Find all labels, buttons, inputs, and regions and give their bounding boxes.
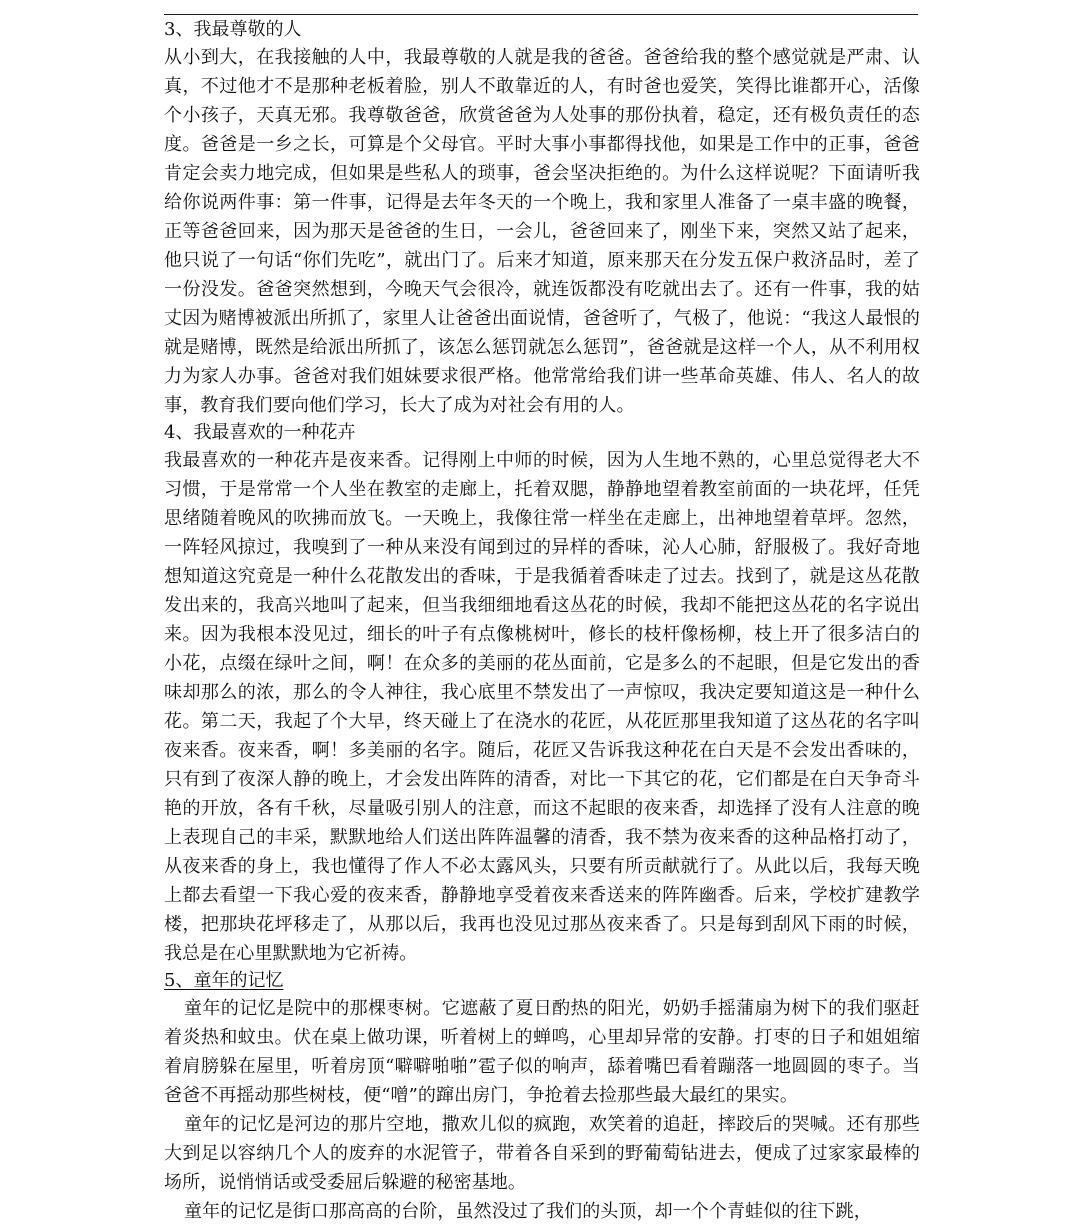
section-heading: 4、我最喜欢的一种花卉 xyxy=(164,422,356,443)
section-most-respected-person xyxy=(164,17,920,420)
section-childhood-memories xyxy=(164,968,920,1226)
section-paragraph: 从小到大，在我接触的人中，我最尊敬的人就是我的爸爸。爸爸给我的整个感觉就是严肃、认真，不过他才不是那种老板着脸，别人不敢靠近的人，有时爸也爱笑，笑得比谁都开心，活像个小孩子，天真无邪。我尊敬爸爸，欣赏爸爸为人处事的那份执着，稳定，还有极负责任的态度。爸爸是一乡之长，可算是个父母官。平时大事小事都得找他，如果是工作中的正事，爸爸肯定会卖力地完成，但如果是些私人的琐事，爸会坚决拒绝的。为什么这样说呢？下面请听我给你说两件事：第一件事，记得是去年冬天的一个晚上，我和家里人准备了一桌丰盛的晚餐，正等爸爸回来，因为那天是爸爸的生日，一会儿，爸爸回来了，刚坐下来，突然又站了起来，他只说了一句话“你们先吃”，就出门了。后来才知道，原来那天在分发五保户救济品时，差了一份没发。爸爸突然想到，今晚天气会很冷，就连饭都没有吃就出去了。还有一件事，我的姑丈因为赌博被派出所抓了，家里人让爸爸出面说情，爸爸听了，气极了，他说：“我这人最恨的就是赌博，既然是给派出所抓了，该怎么惩罚就怎么惩罚”，爸爸就是这样一个人，从不利用权力为家人办事。爸爸对我们姐妹要求很严格。他常常给我们讲一些革命英雄、伟人、名人的故事，教育我们要向他们学习，长大了成为对社会有用的人。 xyxy=(164,47,920,416)
section-heading: 3、我最尊敬的人 xyxy=(164,19,302,40)
top-rule xyxy=(164,14,918,15)
section-heading: 5、童年的记忆 xyxy=(164,970,284,991)
section-paragraph: 童年的记忆是院中的那棵枣树。它遮蔽了夏日酌热的阳光，奶奶手摇蒲扇为树下的我们驱赶着炎热和蚊虫。伏在桌上做功课，听着树上的蝉鸣，心里却异常的安静。打枣的日子和姐姐缩着肩膀躲在屋里，听着房顶“噼噼啪啪”雹子似的响声，舔着嘴巴看着蹦落一地圆圆的枣子。当爸爸不再摇动那些树枝，便“噌”的蹿出房门，争抢着去捡那些最大最红的果实。 xyxy=(164,998,920,1106)
section-paragraph: 童年的记忆是河边的那片空地，撒欢儿似的疯跑，欢笑着的追赶，摔跤后的哭喊。还有那些大到足以容纳几个人的废弃的水泥管子，带着各自采到的野葡萄钻进去，便成了过家家最棒的场所，说悄悄话或受委屈后躲避的秘密基地。 xyxy=(164,1114,920,1193)
section-paragraph: 童年的记忆是街口那高高的台阶，虽然没过了我们的头顶，却一个个青蛙似的往下跳， xyxy=(184,1201,872,1222)
section-favorite-flower xyxy=(164,420,920,968)
section-paragraph: 我最喜欢的一种花卉是夜来香。记得刚上中师的时候，因为人生地不熟的，心里总觉得老大不习惯，于是常常一个人坐在教室的走廊上，托着双腮，静静地望着教室前面的一块花坪，任凭思绪随着晚风的吹拂而放飞。一天晚上，我像往常一样坐在走廊上，出神地望着草坪。忽然，一阵轻风掠过，我嗅到了一种从来没有闻到过的异样的香味，沁人心肺，舒服极了。我好奇地想知道这究竟是一种什么花散发出的香味，于是我循着香味走了过去。找到了，就是这丛花散发出来的，我高兴地叫了起来，但当我细细地看这丛花的时候，我却不能把这丛花的名字说出来。因为我根本没见过，细长的叶子有点像桃树叶，修长的枝杆像杨柳，枝上开了很多洁白的小花，点缀在绿叶之间，啊！在众多的美丽的花丛面前，它是多么的不起眼，但是它发出的香味却那么的浓，那么的令人神往，我心底里不禁发出了一声惊叹，我决定要知道这是一种什么花。第二天，我起了个大早，终天碰上了在浇水的花匠，从花匠那里我知道了这丛花的名字叫夜来香。夜来香，啊！多美丽的名字。随后，花匠又告诉我这种花在白天是不会发出香味的，只有到了夜深人静的晚上，才会发出阵阵的清香，对比一下其它的花，它们都是在白天争奇斗艳的开放，各有千秋，尽量吸引别人的注意，而这不起眼的夜来香，却选择了没有人注意的晚上表现自己的丰采，默默地给人们送出阵阵温馨的清香，我不禁为夜来香的这种品格打动了，从夜来香的身上，我也懂得了作人不必太露风头，只要有所贡献就行了。从此以后，我每天晚上都去看望一下我心爱的夜来香，静静地享受着夜来香送来的阵阵幽香。后来，学校扩建教学楼，把那块花坪移走了，从那以后，我再也没见过那丛夜来香了。只是每到刮风下雨的时候，我总是在心里默默地为它祈祷。 xyxy=(164,450,920,964)
